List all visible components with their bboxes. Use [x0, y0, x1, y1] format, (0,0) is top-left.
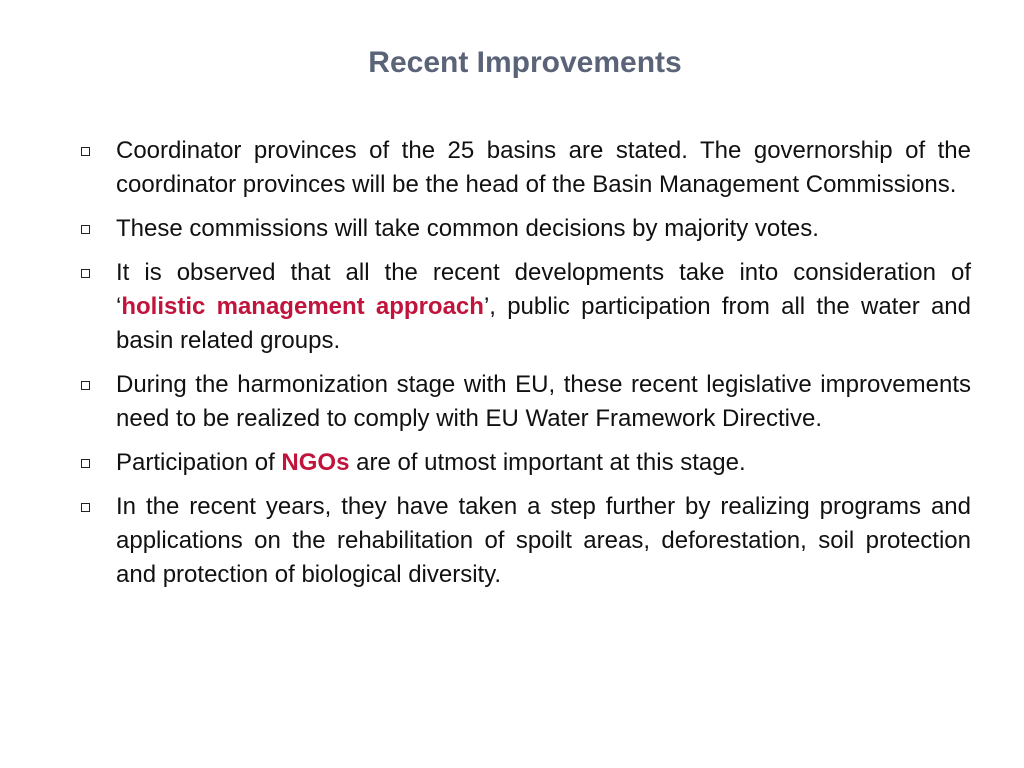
bullet-item	[78, 212, 971, 246]
square-bullet-icon	[81, 381, 90, 390]
bullet-item	[78, 368, 971, 436]
highlight-term: holistic management approach	[121, 293, 484, 320]
square-bullet-icon	[81, 459, 90, 468]
square-bullet-icon	[81, 147, 90, 156]
square-bullet-icon	[81, 503, 90, 512]
bullet-text-end: are of utmost important at this stage.	[349, 449, 746, 476]
slide-title: Recent Improvements	[368, 46, 682, 79]
bullet-text: In the recent years, they have taken a step further by realizing programs and applications on the rehabilitation of spoilt areas, deforestation, soil protection and protection of biological diversity.	[116, 493, 971, 588]
highlight-term: NGOs	[281, 449, 350, 476]
bullet-text: During the harmonization stage with EU, these recent legislative improvements need to be realized to comply with EU Water Framework Directive.	[116, 371, 971, 432]
bullet-text: Coordinator provinces of the 25 basins are stated. The governorship of the coordinator provinces will be the head of the Basin Management Commissions.	[116, 137, 971, 198]
bullet-list	[78, 134, 971, 602]
bullet-item	[78, 256, 971, 358]
bullet-item	[78, 446, 971, 480]
bullet-item	[78, 134, 971, 202]
square-bullet-icon	[81, 225, 90, 234]
bullet-text-start: It is observed that all the recent developments take into consideration of ‘	[116, 259, 971, 320]
square-bullet-icon	[81, 269, 90, 278]
bullet-item	[78, 490, 971, 592]
bullet-text-end: ’, public participation from all the water and basin related groups.	[116, 293, 971, 354]
bullet-text-start: Participation of	[116, 449, 282, 476]
bullet-text: These commissions will take common decisions by majority votes.	[116, 215, 819, 242]
